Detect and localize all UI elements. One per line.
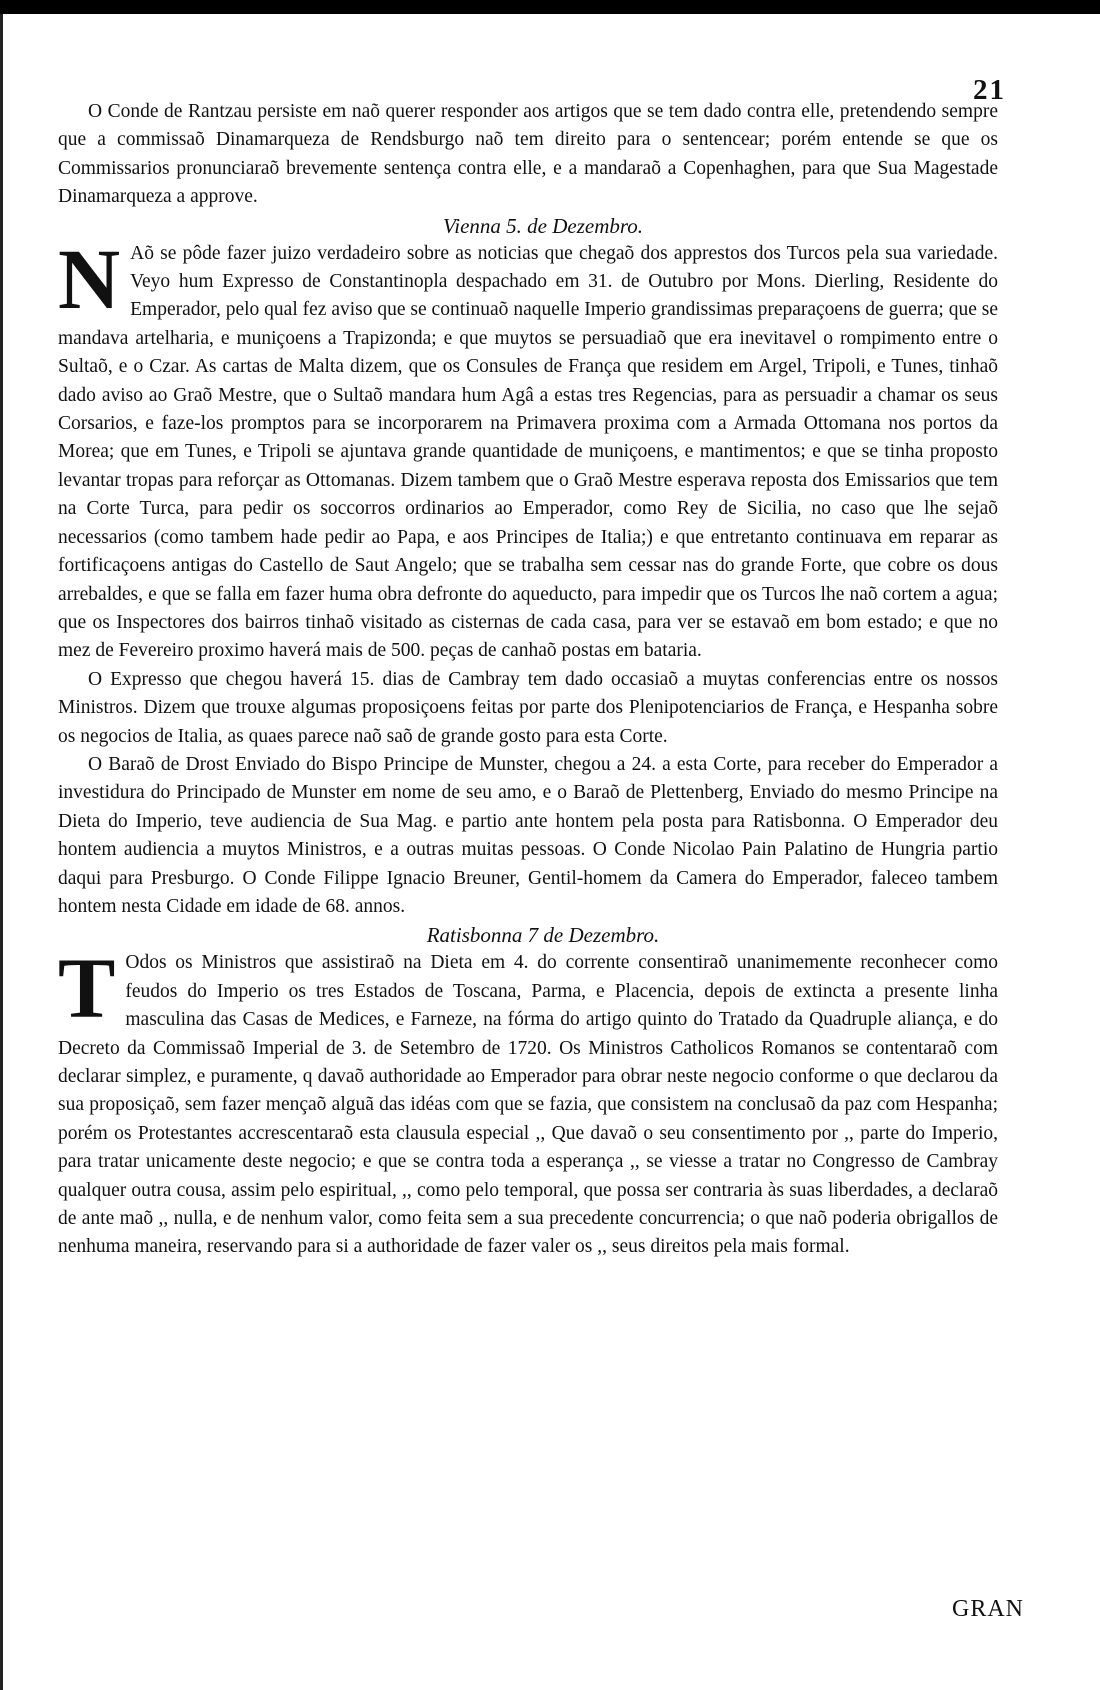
paragraph-vienna-munster: O Baraõ de Drost Enviado do Bispo Principe de Munster, chegou a 24. a esta Corte, para receber do Emperador a investidura do Principado de Munster em nome de seu amo, e o Baraõ de Plettenberg, Enviado do mesmo Principe na Dieta do Imperio, teve audiencia de Sua Mag. e partio ante hontem pela posta para Ratisbonna. O Emperador deu hontem audiencia a muytos Ministros, e a outras muitas pessoas. O Conde Nicolao Pain Palatino de Hungria partio daqui para Presburgo. O Conde Filippe Ignacio Breuner, Gentil-homem da Camera do Emperador, faleceo tambem hontem nesta Cidade em idade de 68. annos. <box>58 753 998 917</box>
paragraph-ratisbonna-quote: ,, Que davaõ o seu consentimento por ,, parte do Imperio, para tratar unicamente deste negocio; e que se contra toda a esperança ,, se viesse a tratar no Congresso de Cambray qualquer outra cousa, assim pelo espiritual, ,, como pelo temporal, que possa ser contraria às suas liberdades, a declaraõ de ante maõ ,, nulla, e de nenhum valor, como feita sem a sua precedente concurrencia; o que naõ poderia obrigallos de nenhuma maneira, reservando para si a authoridade de fazer valer os ,, seus direitos pela mais formal. <box>58 1122 998 1258</box>
paragraph-rantzau: O Conde de Rantzau persiste em naõ querer responder aos artigos que se tem dado contra elle, pretendendo sempre que a commissaõ Dinamarqueza de Rendsburgo naõ tem direito para o sentencear; porém entende se que os Commissarios pronunciaraõ brevemente sentença contra elle, e a mandaraõ a Copenhaghen, para que Sua Magestade Dinamarqueza a approve. <box>58 101 998 208</box>
dateline-ratisbonna: Ratisbonna 7 de Dezembro. <box>426 923 660 948</box>
catchword: GRAN <box>951 1596 1024 1622</box>
paragraph-ratisbonna-dieta <box>58 940 998 1261</box>
paragraph-vienna-cambray: O Expresso que chegou haverá 15. dias de Cambray tem dado occasiaõ a muytas conferencias entre os nossos Ministros. Dizem que trouxe algumas proposiçoens feitas por parte dos Plenipotenciarios de França, e Hespanha sobre os negocios de Italia, as quaes parece naõ saõ de grande gosto para esta Corte. <box>58 668 998 747</box>
page-number: 21 <box>973 74 1006 106</box>
drop-cap-n: N <box>58 230 121 327</box>
page-body <box>58 98 998 1262</box>
drop-cap-t: T <box>58 940 116 1037</box>
gazette-page <box>0 14 1100 1690</box>
paragraph-vienna-turcos <box>58 230 998 666</box>
scan-top-border <box>0 0 1100 14</box>
paragraph-vienna-turcos-text: Aõ se pôde fazer juizo verdadeiro sobre as noticias que chegaõ dos apprestos dos Turcos pela sua variedade. Veyo hum Expresso de Constantinopla despachado em 31. de Outubro por Mons. Dierling, Residente do Emperador, pelo qual fez aviso que se continuaõ naquelle Imperio grandissimas preparaçoens de guerra; que se mandava artelharia, e muniçoens a Trapizonda; e que muytos se persuadiaõ que era inevitavel o rompimento entre o Sultaõ, e o Czar. As cartas de Malta dizem, que os Consules de França que residem em Argel, Tripoli, e Tunes, tinhaõ dado aviso ao Graõ Mestre, que o Sultaõ mandara hum Agâ a estas tres Regencias, para as persuadir a chamar os seus Corsarios, e faze-los promptos para se incorporarem na Primavera proxima com a Armada Ottomana nos portos da Morea; que em Tunes, e Tripoli se ajuntava grande quantidade de muniçoens, e mantimentos; e que se tinha proposto levantar tropas para reforçar as Ottomanas. Dizem tambem que o Graõ Mestre esperava reposta dos Emissarios que tem na Corte Turca, para pedir os soccorros ordinarios ao Emperador, como Rey de Sicilia, no caso que lhe sejaõ necessarios (como tambem hade pedir ao Papa, e aos Principes de Italia;) e que entretanto continuava em reparar as fortificaçoens antigas do Castello de Saut Angelo; que se trabalha sem cessar nas do grande Forte, que cobre os dous arrebaldes, e que se falla em fazer huma obra defronte do aqueducto, para impedir que os Turcos lhe naõ cortem a agua; que os Inspectores dos bairros tinhaõ visitado as cisternas de cada casa, para ver se estavaõ em bom estado; e que no mez de Fevereiro proximo haverá mais de 500. peças de canhaõ postas em bataria. <box>58 242 998 662</box>
dateline-vienna: Vienna 5. de Dezembro. <box>442 213 644 238</box>
paragraph-ratisbonna-dieta-text: Odos os Ministros que assistiraõ na Dieta em 4. do corrente consentiraõ unanimemente reconhecer como feudos do Imperio os tres Estados de Toscana, Parma, e Placencia, depois de extincta a presente linha masculina das Casas de Medices, e Farneze, na fórma do artigo quinto do Tratado da Quadruple aliança, e do Decreto da Commissaõ Imperial de 3. de Setembro de 1720. Os Ministros Catholicos Romanos se contentaraõ com declarar simplez, e puramente, q davaõ authoridade ao Emperador para obrar neste negocio conforme o que declarou da sua proposiçaõ, sem fazer mençaõ alguã das idéas com que se fazia, que consistem na conclusaõ da paz com Hespanha; porém os Protestantes accrescentaraõ esta clausula especial <box>58 952 998 1144</box>
